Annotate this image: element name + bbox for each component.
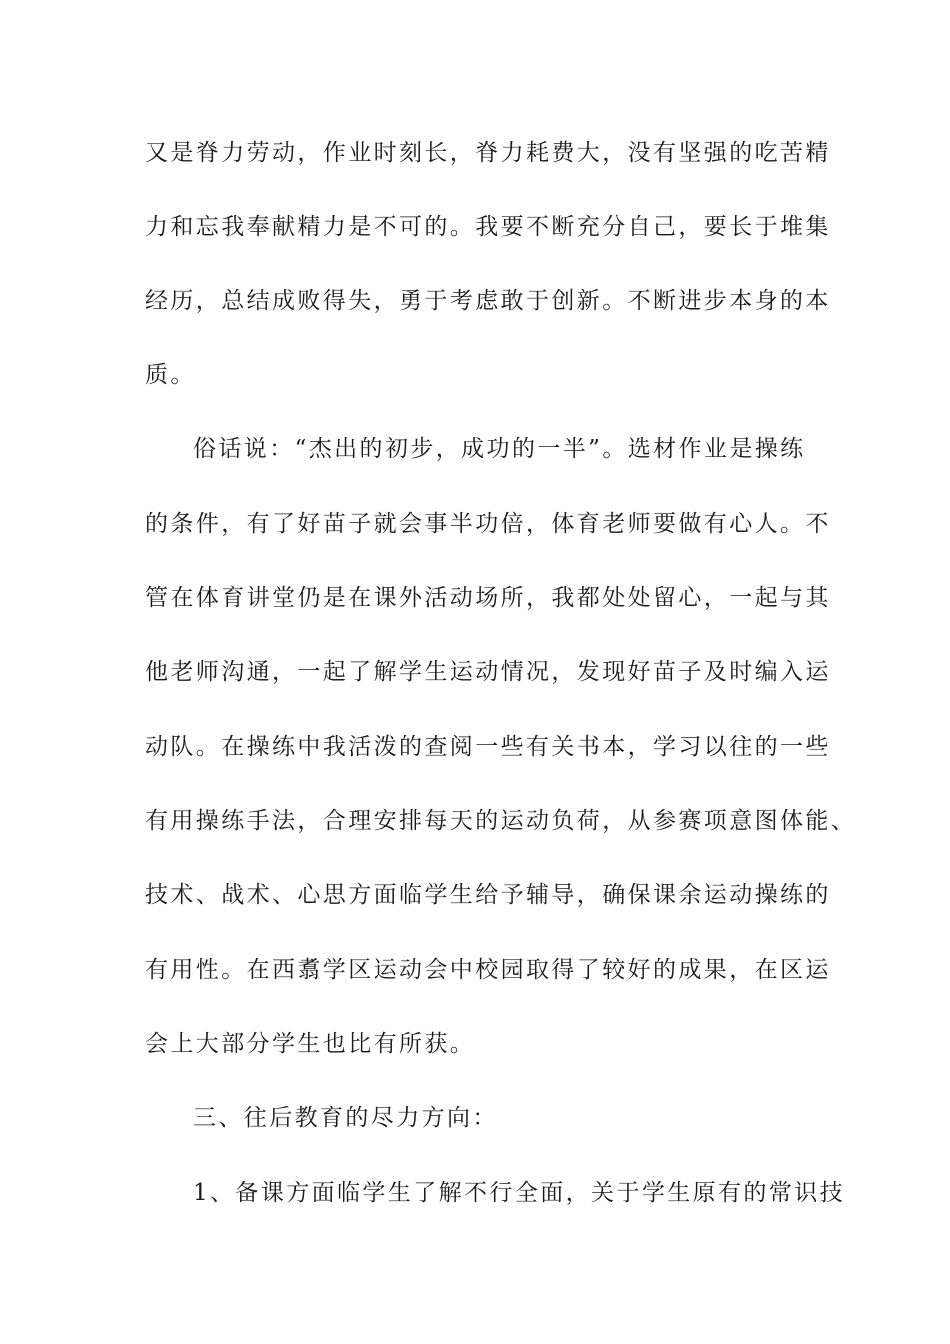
text-line-6: 的条件，有了好苗子就会事半功倍，体育老师要做有心人。不 (145, 511, 831, 537)
text-line-2: 力和忘我奉献精力是不可的。我要不断充分自己，要长于堆集 (145, 214, 831, 240)
paragraph-start-line-5: 俗话说：“杰出的初步，成功的一半”。选材作业是操练 (193, 436, 806, 462)
list-item-1: 1、备课方面临学生了解不行全面，关于学生原有的常识技 (193, 1180, 846, 1206)
text-line-3: 经历，总结成败得失，勇于考虑敢于创新。不断进步本身的本 (145, 288, 831, 314)
text-line-7: 管在体育讲堂仍是在课外活动场所，我都处处留心，一起与其 (145, 585, 831, 611)
text-line-11: 技术、战术、心思方面临学生给予辅导，确保课余运动操练的 (145, 882, 831, 908)
text-line-4: 质。 (145, 362, 196, 388)
text-line-13: 会上大部分学生也比有所获。 (145, 1031, 476, 1057)
text-line-10: 有用操练手法，合理安排每天的运动负荷，从参赛项意图体能、 (145, 808, 857, 834)
section-heading: 三、往后教育的尽力方向： (193, 1105, 498, 1131)
text-line-9: 动队。在操练中我活泼的查阅一些有关书本，学习以往的一些 (145, 734, 831, 760)
text-line-12: 有用性。在西翥学区运动会中校园取得了较好的成果，在区运 (145, 957, 831, 983)
text-line-1: 又是脊力劳动，作业时刻长，脊力耗费大，没有坚强的吃苦精 (145, 140, 831, 166)
text-line-8: 他老师沟通，一起了解学生运动情况，发现好苗子及时编入运 (145, 659, 831, 685)
